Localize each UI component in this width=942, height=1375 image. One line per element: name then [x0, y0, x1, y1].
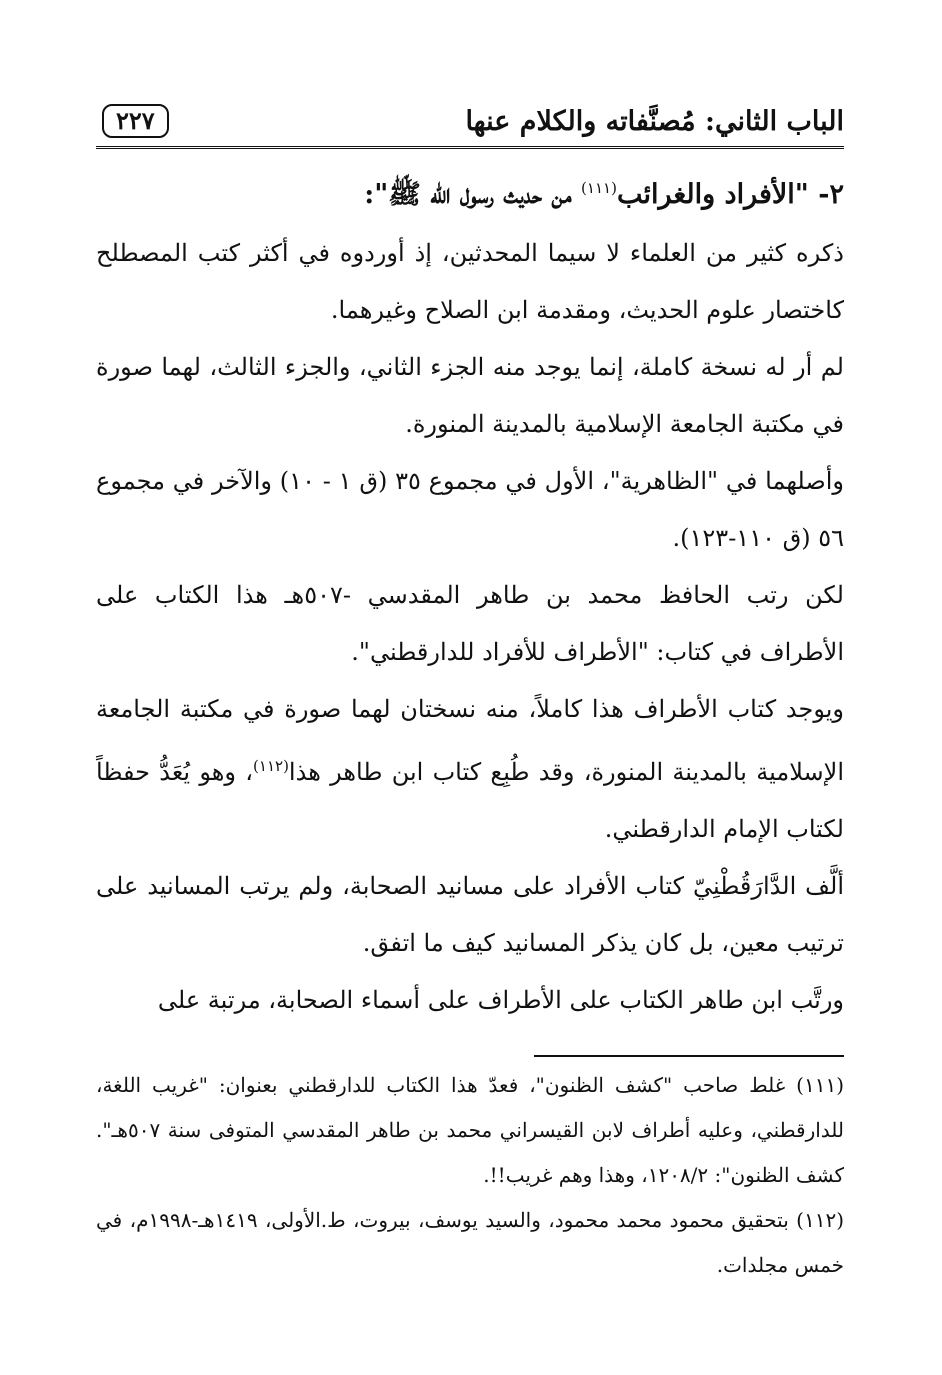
paragraph: لكن رتب الحافظ محمد بن طاهر المقدسي -٥٠٧هـ هذا الكتاب على الأطراف في كتاب: "الأطراف للأفراد للدارقطني". — [96, 581, 844, 666]
section-title: "الأفراد والغرائب — [616, 179, 809, 210]
paragraph: وأصلهما في "الظاهرية"، الأول في مجموع ٣٥ (ق ١ - ١٠) والآخر في مجموع ٥٦ (ق ١١٠-١٢٣). — [96, 467, 844, 552]
paragraph-text: ، وهو يُعَدُّ حفظاً لكتاب الإمام الدارقطني. — [96, 758, 844, 843]
footnote-ref-111[interactable]: (١١١) — [581, 179, 617, 197]
footnotes — [96, 1063, 844, 1288]
section-heading — [96, 177, 844, 217]
footnote-112: (١١٢) بتحقيق محمود محمد محمود، والسيد يوسف، بيروت، ط.الأولى، ١٤١٩هـ-١٩٩٨م، في خمس مجلدات. — [96, 1208, 844, 1277]
page-number: ٢٢٧ — [102, 104, 169, 138]
section-number: ٢- — [818, 179, 844, 210]
paragraph: ذكره كثير من العلماء لا سيما المحدثين، إذ أوردوه في أكثر كتب المصطلح كاختصار علوم الحديث، ومقدمة ابن الصلاح وغيرهما. — [96, 239, 844, 324]
paragraph: ألَّف الدَّارَقُطْنِيّ كتاب الأفراد على مسانيد الصحابة، ولم يرتب المسانيد على ترتيب معين، بل كان يذكر المسانيد كيف ما اتفق. — [96, 872, 844, 957]
paragraph: لم أر له نسخة كاملة، إنما يوجد منه الجزء الثاني، والجزء الثالث، لهما صورة في مكتبة الجامعة الإسلامية بالمدينة المنورة. — [96, 353, 844, 438]
running-header — [96, 100, 844, 149]
chapter-title: الباب الثاني: مُصنَّفاته والكلام عنها — [465, 106, 844, 137]
footnote-divider — [534, 1055, 844, 1057]
section-title-rest: من حديث رسول الله ﷺ": — [364, 179, 572, 210]
page — [96, 100, 844, 1288]
paragraph — [96, 681, 844, 858]
body-text — [96, 225, 844, 1029]
paragraph-text: ويوجد كتاب الأطراف هذا كاملاً، منه نسختان لهما صورة في مكتبة الجامعة الإسلامية بالمدينة المنورة، وقد طُبِع كتاب ابن طاهر هذا — [96, 695, 844, 786]
footnote-ref-112[interactable]: (١١٢) — [253, 757, 289, 775]
paragraph: ورتَّب ابن طاهر الكتاب على الأطراف على أسماء الصحابة، مرتبة على — [157, 986, 844, 1014]
footnote-111: (١١١) غلط صاحب "كشف الظنون"، فعدّ هذا الكتاب للدارقطني بعنوان: "غريب اللغة، للدارقطني، وعليه أطراف لابن القيسراني محمد بن طاهر المقدسي المتوفى سنة ٥٠٧هـ". كشف الظنون": ١٢٠٨/٢، وهذا وهم غريب!!. — [96, 1073, 844, 1187]
